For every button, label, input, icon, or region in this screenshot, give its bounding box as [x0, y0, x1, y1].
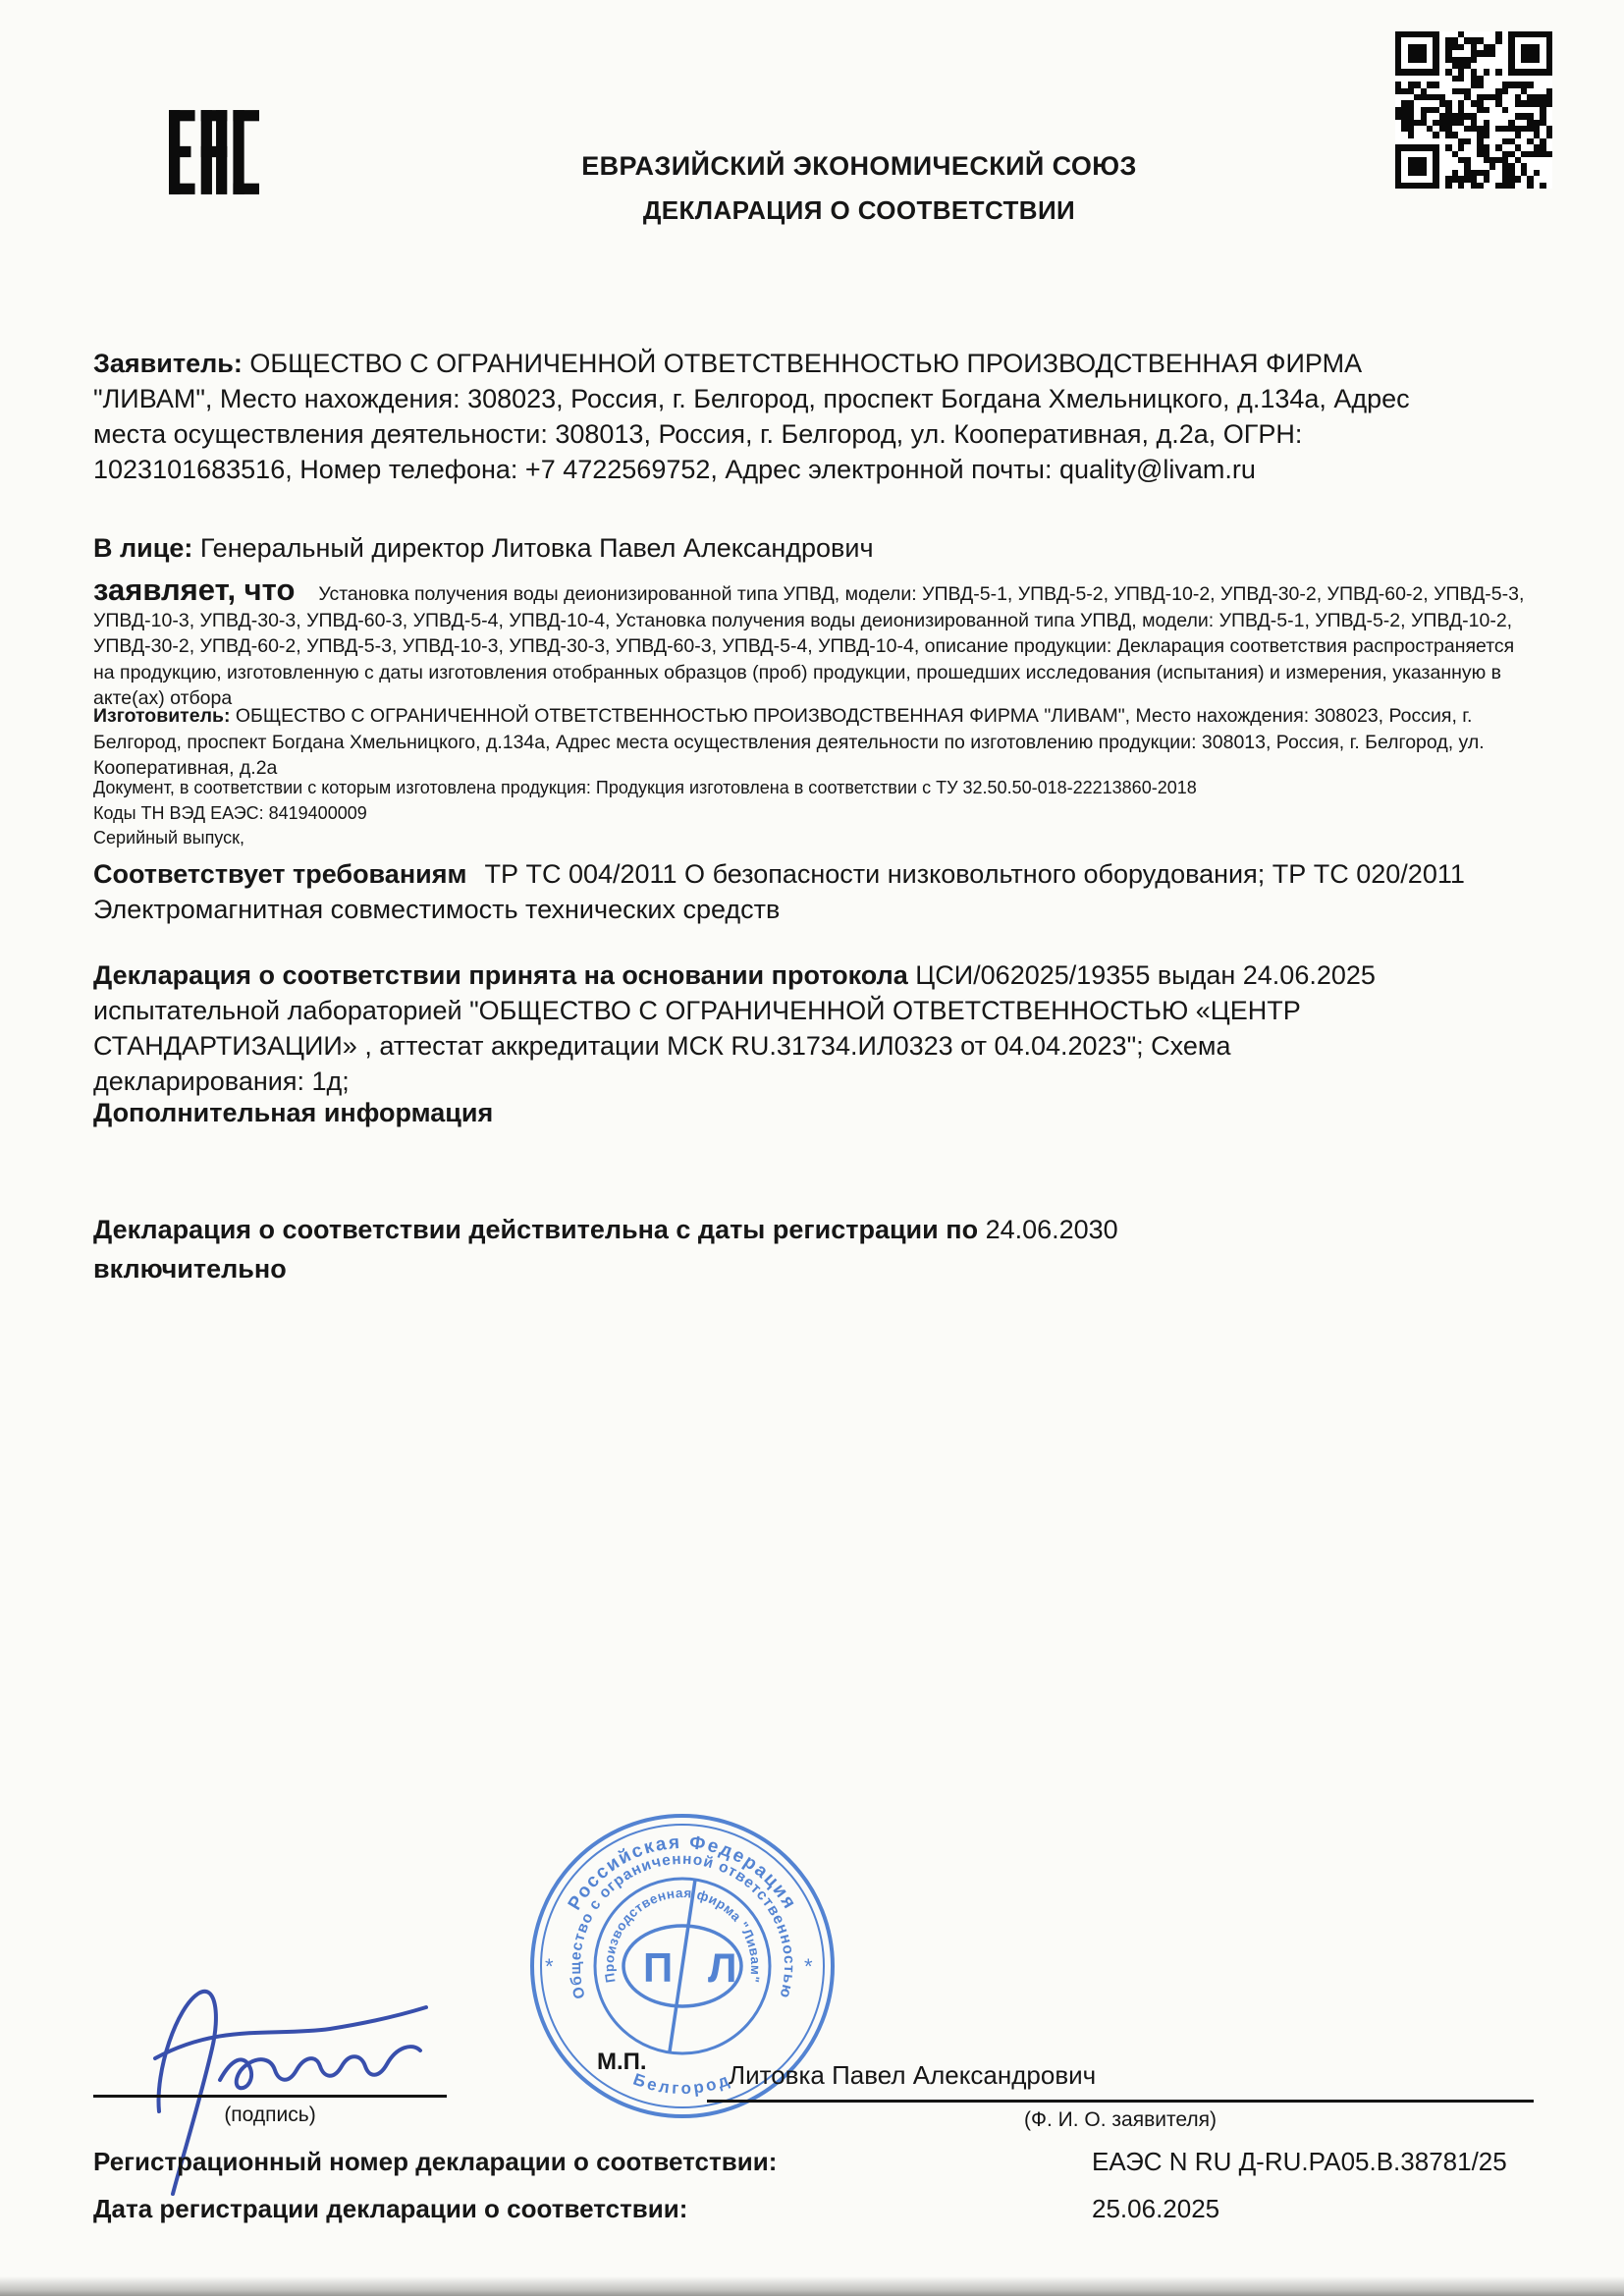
additional-info-heading: Дополнительная информация — [93, 1098, 494, 1127]
stamp-ring-middle-text: Общество с ограниченной ответственностью — [567, 1850, 798, 2001]
registration-date-value: 25.06.2025 — [1092, 2194, 1220, 2223]
stamp-place-label: М.П. — [597, 2049, 647, 2075]
in-person-label: В лице: — [93, 533, 200, 563]
document-title: ДЕКЛАРАЦИЯ О СООТВЕТСТВИИ — [642, 195, 1076, 225]
stamp-ring-inner-text: Производственная фирма "Ливам" — [601, 1886, 764, 1985]
complies-label: Соответствует требованиям — [93, 859, 467, 889]
manufacturer-text: ОБЩЕСТВО С ОГРАНИЧЕННОЙ ОТВЕТСТВЕННОСТЬЮ ПРОИЗВОДСТВЕННАЯ ФИРМА "ЛИВАМ", Место нахождения: 308023, Россия, г. Белгород, проспект Богдана Хмельницкого, д.134а, Адрес места осуществления деятельности по изготовлению продукции: 308013, Россия, г. Белгород, ул. Кооперативная, д.2а — [93, 705, 1485, 779]
stamp-star-right: * — [804, 1954, 813, 1979]
applicant-fio: Литовка Павел Александрович — [729, 2060, 1097, 2090]
stamp-monogram-right: Л — [708, 1944, 737, 1991]
applicant-label: Заявитель: — [93, 349, 250, 378]
product-document-line: Документ, в соответствии с которым изготовлена продукция: Продукция изготовлена в соответствии с ТУ 32.50.50-018-22213860-2018 — [93, 778, 1197, 797]
serial-issue-line: Серийный выпуск, — [93, 828, 244, 847]
validity-date: 24.06.2030 — [985, 1215, 1118, 1244]
manufacturer-label: Изготовитель: — [93, 705, 236, 727]
applicant-text: ОБЩЕСТВО С ОГРАНИЧЕННОЙ ОТВЕТСТВЕННОСТЬЮ ПРОИЗВОДСТВЕННАЯ ФИРМА "ЛИВАМ", Место нахождения: 308023, Россия, г. Белгород, проспект Богдана Хмельницкого, д.134а, Адрес места осуществления деятельности: 308013, Россия, г. Белгород, ул. Кооперативная, д.2а, ОГРН: 1023101683516, Номер телефона: +7 4722569752, Адрес электронной почты: quality@livam.ru — [93, 349, 1410, 484]
registration-number-value: ЕАЭС N RU Д-RU.РА05.В.38781/25 — [1092, 2147, 1507, 2176]
stamp-ring-outer-top-text: Российская Федерация — [564, 1831, 801, 1914]
declares-label: заявляет, что — [93, 573, 296, 607]
scan-bottom-edge — [0, 2276, 1624, 2296]
registration-date-label: Дата регистрации декларации о соответствии: — [93, 2194, 688, 2223]
declares-paragraph — [93, 573, 1539, 712]
in-person-text: Генеральный директор Литовка Павел Александрович — [199, 533, 874, 563]
tnved-codes-line: Коды ТН ВЭД ЕАЭС: 8419400009 — [93, 803, 367, 823]
protocol-label: Декларация о соответствии принята на основании протокола — [93, 960, 916, 990]
registration-number-label: Регистрационный номер декларации о соответствии: — [93, 2147, 778, 2176]
fio-line — [707, 2100, 1534, 2103]
validity-suffix: включительно — [93, 1254, 287, 1284]
in-person-paragraph — [93, 530, 1546, 566]
protocol-paragraph — [93, 957, 1414, 1099]
protocol-text: ЦСИ/062025/19355 выдан 24.06.2025 испытательной лабораторией "ОБЩЕСТВО С ОГРАНИЧЕННОЙ ОТВЕТСТВЕННОСТЬЮ «ЦЕНТР СТАНДАРТИЗАЦИИ» , аттестат аккредитации МСК RU.31734.ИЛ0323 от 04.04.2023"; Схема декларирования: 1д; — [93, 960, 1376, 1096]
declares-text: Установка получения воды деионизированной типа УПВД, модели: УПВД-5-1, УПВД-5-2, УПВД-10-2, УПВД-30-2, УПВД-60-2, УПВД-5-3, УПВД-10-3, УПВД-30-3, УПВД-60-3, УПВД-5-4, УПВД-10-4, Установка получения воды деионизированной типа УПВД, модели: УПВД-5-1, УПВД-5-2, УПВД-10-2, УПВД-30-2, УПВД-60-2, УПВД-5-3, УПВД-10-3, УПВД-30-3, УПВД-60-3, УПВД-5-4, УПВД-10-4, описание продукции: Декларация соответствия распространяется на продукцию, изготовленную с даты изготовления отобранных образцов (проб) продукции, прошедших исследования (испытания) и измерения, указанную в акте(ах) отбора — [93, 583, 1525, 709]
company-stamp — [496, 1779, 869, 2153]
signature-caption: (подпись) — [224, 2104, 316, 2126]
applicant-paragraph — [93, 346, 1488, 487]
document-header — [93, 151, 1624, 226]
signature-line — [93, 2095, 447, 2098]
stamp-monogram-left: П — [643, 1944, 674, 1991]
validity-paragraph — [93, 1210, 1370, 1288]
stamp-star-left: * — [545, 1954, 554, 1979]
complies-paragraph — [93, 856, 1478, 927]
stamp-ring-outer-bottom-text: Белгород — [630, 2069, 734, 2099]
union-title: ЕВРАЗИЙСКИЙ ЭКОНОМИЧЕСКИЙ СОЮЗ — [581, 151, 1137, 181]
fio-caption: (Ф. И. О. заявителя) — [1024, 2108, 1217, 2131]
complies-text: ТР ТС 004/2011 О безопасности низковольтного оборудования; ТР ТС 020/2011 Электромагнитная совместимость технических средств — [93, 859, 1465, 924]
manufacturer-paragraph — [93, 703, 1512, 782]
validity-label: Декларация о соответствии действительна с даты регистрации по — [93, 1215, 986, 1244]
